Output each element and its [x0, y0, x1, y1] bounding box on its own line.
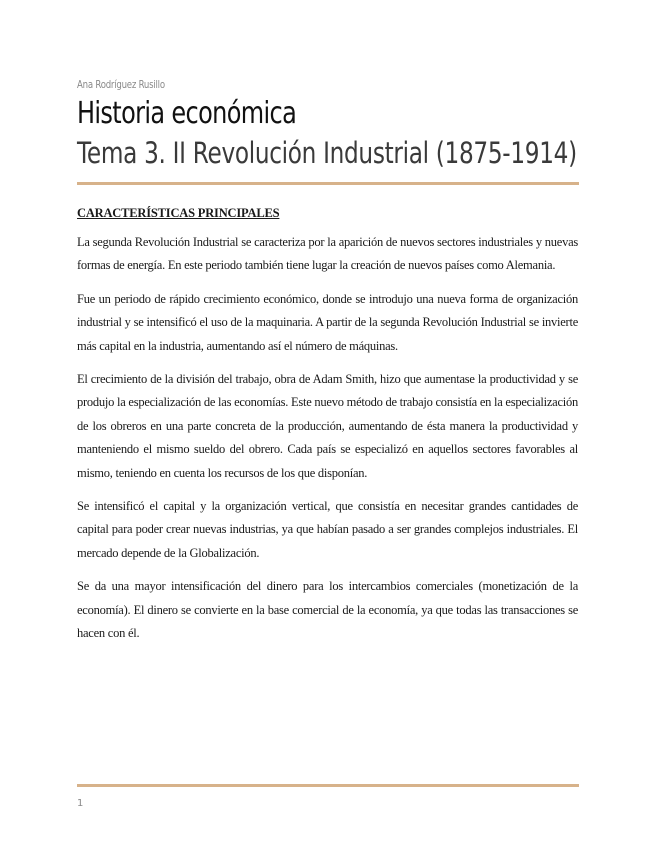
footer-divider	[77, 784, 579, 787]
section-heading: CARACTERÍSTICAS PRINCIPALES	[77, 206, 280, 220]
paragraph-1: La segunda Revolución Industrial se caracteriza por la aparición de nuevos sectores industriales y nuevas formas de energía. En este periodo también tiene lugar la creación de nuevos países como Alemania.	[77, 235, 578, 273]
author-name: Ana Rodríguez Rusillo	[77, 78, 165, 91]
header-divider	[77, 182, 579, 185]
paragraph-2: Fue un periodo de rápido crecimiento económico, donde se introdujo una nueva forma de organización industrial y se intensificó el uso de la maquinaria. A partir de la segunda Revolución Industrial se invierte más capital en la industria, aumentando así el número de máquinas.	[77, 291, 578, 353]
document-subtitle: Tema 3. II Revolución Industrial (1875-1914)	[77, 136, 577, 170]
paragraph-5: Se da una mayor intensificación del dinero para los intercambios comerciales (monetización de la economía). El dinero se convierte en la base comercial de la economía, ya que todas las transacciones se hacen con él.	[77, 579, 578, 641]
paragraph-3: El crecimiento de la división del trabajo, obra de Adam Smith, hizo que aumentase la productividad y se produjo la especialización de las economías. Este nuevo método de trabajo consistía en la especialización de los obreros en una parte concreta de la producción, aumentando de ésta manera la productividad y manteniendo el mismo sueldo del obrero. Cada país se especializó en aquellos sectores favorables al mismo, teniendo en cuenta los recursos de los que disponían.	[77, 372, 578, 480]
paragraph-4: Se intensificó el capital y la organización vertical, que consistía en necesitar grandes cantidades de capital para poder crear nuevas industrias, ya que habían pasado a ser grandes complejos industriales. El mercado depende de la Globalización.	[77, 499, 578, 560]
document-body	[77, 206, 578, 656]
document-title: Historia económica	[77, 96, 297, 131]
page-number: 1	[77, 798, 84, 809]
